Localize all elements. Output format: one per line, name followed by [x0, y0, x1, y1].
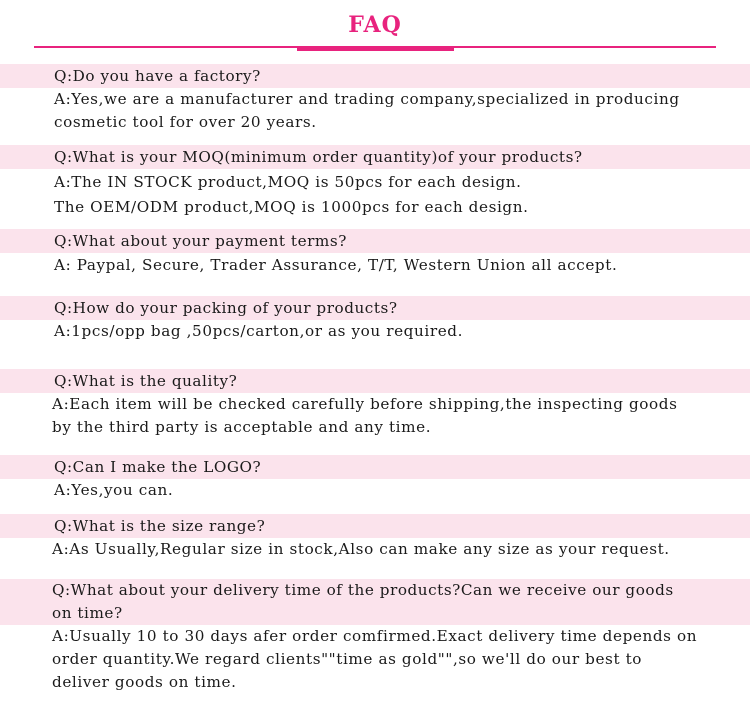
faq-answer: A:As Usually,Regular size in stock,Also can make any size as your request.	[52, 540, 670, 558]
faq-question: Q:Do you have a factory?	[0, 64, 750, 88]
faq-item-8	[0, 579, 750, 694]
page-title: FAQ	[348, 12, 402, 38]
faq-answer: A: Paypal, Secure, Trader Assurance, T/T, Western Union all accept.	[54, 256, 618, 274]
faq-question: Q:What is the quality?	[0, 369, 750, 393]
faq-answer: A:Usually 10 to 30 days afer order comfirmed.Exact delivery time depends on order quantity.We regard clients""time as gold"",so we'll do our best to deliver goods on time.	[52, 627, 698, 691]
faq-question: Q:Can I make the LOGO?	[0, 455, 750, 479]
faq-item-1	[0, 64, 750, 134]
faq-answer: A:1pcs/opp bag ,50pcs/carton,or as you required.	[54, 322, 464, 340]
faq-answer: A:Yes,we are a manufacturer and trading company,specialized in producing cosmetic tool for over 20 years.	[54, 90, 680, 131]
faq-question: Q:What about your delivery time of the products?Can we receive our goods on time?	[0, 579, 750, 625]
faq-question: Q:What is your MOQ(minimum order quantity)of your products?	[0, 145, 750, 169]
faq-item-3	[0, 229, 750, 277]
faq-item-7	[0, 514, 750, 561]
title-underline-accent	[297, 46, 454, 51]
faq-question: Q:What about your payment terms?	[0, 229, 750, 253]
faq-item-2	[0, 145, 750, 220]
faq-answer: A:Yes,you can.	[54, 481, 174, 499]
faq-item-4	[0, 296, 750, 343]
faq-answer: A:Each item will be checked carefully before shipping,the inspecting goods by the third party is acceptable and any time.	[52, 395, 678, 436]
faq-answer-line: The OEM/ODM product,MOQ is 1000pcs for each design.	[54, 198, 529, 216]
faq-answer: A:The IN STOCK product,MOQ is 50pcs for each design.	[54, 173, 522, 191]
faq-item-6	[0, 455, 750, 502]
faq-question: Q:How do your packing of your products?	[0, 296, 750, 320]
faq-item-5	[0, 369, 750, 439]
faq-question: Q:What is the size range?	[0, 514, 750, 538]
